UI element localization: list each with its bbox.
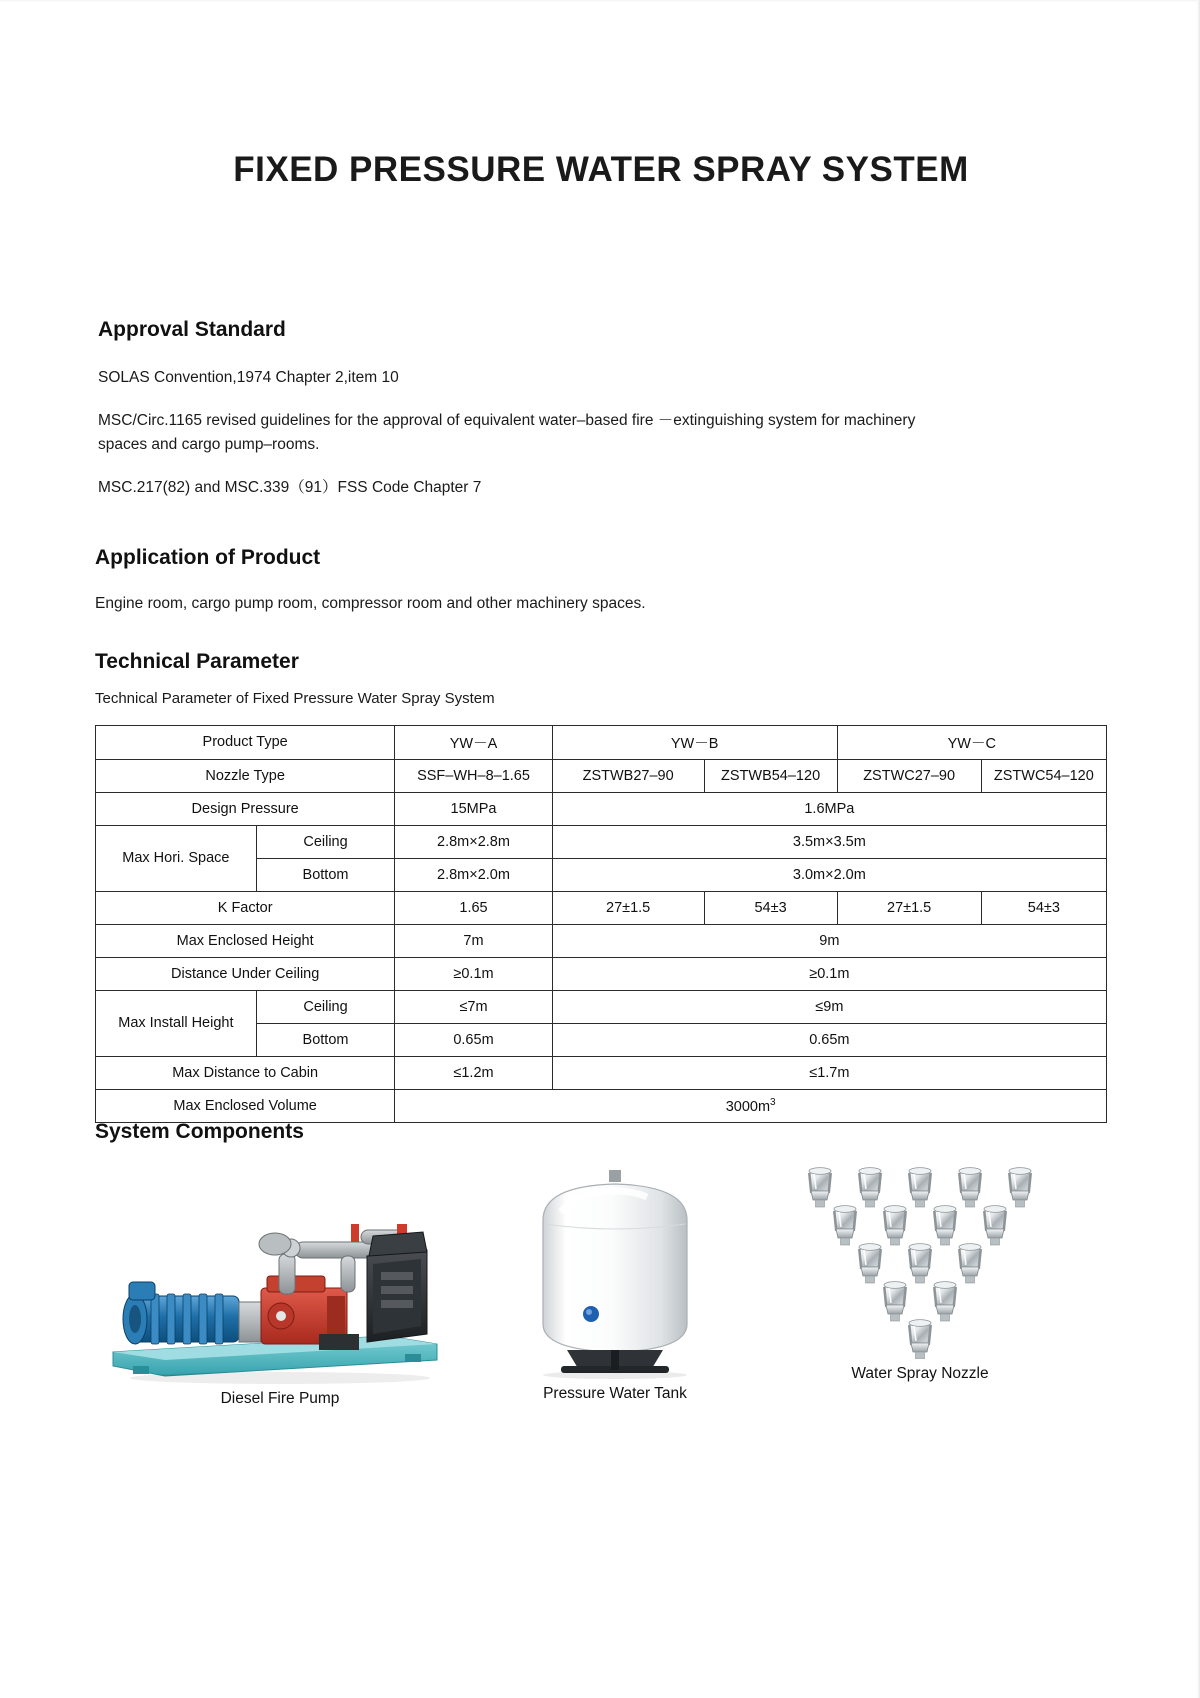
cell-product-type-label: Product Type <box>96 725 395 759</box>
cell-design-pressure-a: 15MPa <box>395 792 552 825</box>
cell-product-type-b: YW－B <box>552 725 837 759</box>
volume-exponent: 3 <box>770 1096 776 1108</box>
cell-max-install-height-label: Max Install Height <box>96 990 257 1056</box>
section-technical-parameter <box>95 650 1107 1123</box>
component-caption: Diesel Fire Pump <box>220 1390 340 1407</box>
approval-line-1: SOLAS Convention,1974 Chapter 2,item 10 <box>98 369 399 386</box>
section-application-of-product <box>95 546 1095 615</box>
cell-hori-ceiling-bc: 3.5m×3.5m <box>552 825 1106 858</box>
volume-number: 3000m <box>725 1098 771 1115</box>
components-row <box>95 1154 1107 1444</box>
cell-install-bottom-a: 0.65m <box>395 1023 552 1056</box>
cell-nozzle-type-5: ZSTWC54–120 <box>981 759 1106 792</box>
page-title: FIXED PRESSURE WATER SPRAY SYSTEM <box>233 150 969 189</box>
cell-install-ceiling-label: Ceiling <box>256 990 395 1023</box>
cell-max-distance-cabin-label: Max Distance to Cabin <box>96 1056 395 1089</box>
cell-nozzle-type-3: ZSTWB54–120 <box>704 759 837 792</box>
approval-line-3: MSC.217(82) and MSC.339（91）FSS Code Chapter 7 <box>98 478 482 496</box>
cell-hori-ceiling-label: Ceiling <box>256 825 395 858</box>
cell-hori-bottom-a: 2.8m×2.0m <box>395 858 552 891</box>
cell-k-factor-5: 54±3 <box>981 891 1106 924</box>
page-edge-top <box>0 0 1200 2</box>
cell-max-enclosed-height-label: Max Enclosed Height <box>96 924 395 957</box>
component-caption: Water Spray Nozzle <box>851 1365 989 1382</box>
table-row <box>96 792 1107 825</box>
cell-design-pressure-label: Design Pressure <box>96 792 395 825</box>
cell-nozzle-type-4: ZSTWC27–90 <box>837 759 981 792</box>
approval-heading: Approval Standard <box>98 318 286 341</box>
cell-k-factor-label: K Factor <box>96 891 395 924</box>
table-row <box>96 759 1107 792</box>
table-row <box>96 924 1107 957</box>
cell-design-pressure-bc: 1.6MPa <box>552 792 1106 825</box>
application-text: Engine room, cargo pump room, compressor room and other machinery spaces. <box>95 595 646 612</box>
cell-max-hori-space-label: Max Hori. Space <box>96 825 257 891</box>
application-heading: Application of Product <box>95 546 321 569</box>
cell-distance-under-ceiling-a: ≥0.1m <box>395 957 552 990</box>
table-row <box>96 891 1107 924</box>
component-pressure-water-tank <box>485 1164 745 1403</box>
cell-nozzle-type-label: Nozzle Type <box>96 759 395 792</box>
cell-max-enclosed-height-bc: 9m <box>552 924 1106 957</box>
cell-max-enclosed-volume-label: Max Enclosed Volume <box>96 1089 395 1122</box>
diesel-fire-pump-image <box>105 1184 455 1384</box>
cell-hori-ceiling-a: 2.8m×2.8m <box>395 825 552 858</box>
cell-max-distance-cabin-bc: ≤1.7m <box>552 1056 1106 1089</box>
cell-product-type-c: YW－C <box>837 725 1106 759</box>
section-system-components <box>95 1120 1107 1444</box>
cell-distance-under-ceiling-bc: ≥0.1m <box>552 957 1106 990</box>
cell-product-type-a: YW－A <box>395 725 552 759</box>
component-caption: Pressure Water Tank <box>543 1385 687 1402</box>
component-diesel-fire-pump <box>105 1184 455 1408</box>
cell-install-ceiling-a: ≤7m <box>395 990 552 1023</box>
approval-line-2: MSC/Circ.1165 revised guidelines for the approval of equivalent water–based fire －extinguishing system for machinery spaces and cargo pump–rooms. <box>98 412 916 453</box>
table-row <box>96 957 1107 990</box>
technical-subtitle: Technical Parameter of Fixed Pressure Water Spray System <box>95 690 495 707</box>
table-row <box>96 1089 1107 1122</box>
table-row <box>96 1056 1107 1089</box>
cell-k-factor-2: 27±1.5 <box>552 891 704 924</box>
cell-hori-bottom-bc: 3.0m×2.0m <box>552 858 1106 891</box>
cell-max-distance-cabin-a: ≤1.2m <box>395 1056 552 1089</box>
table-row <box>96 990 1107 1023</box>
technical-heading: Technical Parameter <box>95 650 299 673</box>
cell-k-factor-3: 54±3 <box>704 891 837 924</box>
section-approval-standard <box>98 318 1098 499</box>
cell-install-ceiling-bc: ≤9m <box>552 990 1106 1023</box>
technical-parameter-table <box>95 725 1107 1123</box>
cell-install-bottom-label: Bottom <box>256 1023 395 1056</box>
water-spray-nozzle-image <box>790 1159 1050 1359</box>
cell-install-bottom-bc: 0.65m <box>552 1023 1106 1056</box>
table-row <box>96 725 1107 759</box>
cell-max-enclosed-volume-value <box>395 1089 1107 1122</box>
cell-hori-bottom-label: Bottom <box>256 858 395 891</box>
cell-k-factor-1: 1.65 <box>395 891 552 924</box>
cell-distance-under-ceiling-label: Distance Under Ceiling <box>96 957 395 990</box>
cell-k-factor-4: 27±1.5 <box>837 891 981 924</box>
component-water-spray-nozzle <box>755 1159 1085 1383</box>
cell-max-enclosed-height-a: 7m <box>395 924 552 957</box>
cell-nozzle-type-2: ZSTWB27–90 <box>552 759 704 792</box>
table-row <box>96 825 1107 858</box>
pressure-water-tank-image <box>515 1164 715 1379</box>
components-heading: System Components <box>95 1120 304 1143</box>
cell-nozzle-type-1: SSF–WH–8–1.65 <box>395 759 552 792</box>
